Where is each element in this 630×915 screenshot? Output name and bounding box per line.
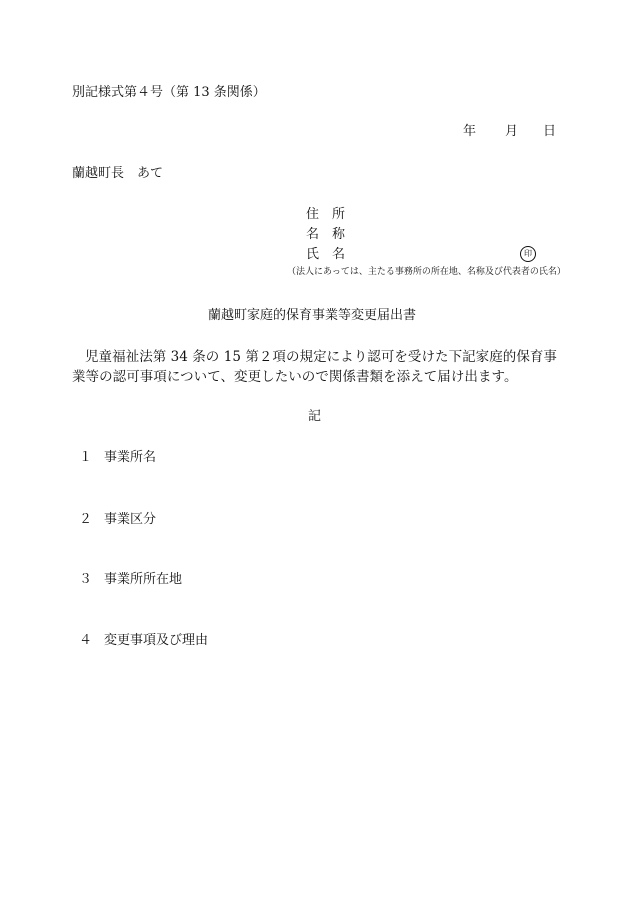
item-number: ３	[79, 572, 93, 587]
body-paragraph: 児童福祉法第 34 条の 15 第２項の規定により認可を受けた下記家庭的保育事業等の認可事項について、変更したいので関係書類を添えて届け出ます。	[72, 349, 557, 385]
item-label-location: 事業所所在地	[104, 572, 183, 587]
item-number: ４	[79, 633, 93, 648]
item-label-business-type: 事業区分	[104, 512, 157, 527]
item-label-business-name: 事業所名	[104, 450, 157, 465]
date-year: 年	[463, 124, 477, 139]
person-label: 氏 名	[306, 247, 346, 262]
date-day: 日	[543, 124, 557, 139]
address-label: 住 所	[306, 207, 346, 222]
document-title: 蘭越町家庭的保育事業等変更届出書	[208, 308, 417, 323]
applicant-note: （法人にあっては、主たる事務所の所在地、名称及び代表者の氏名）	[287, 267, 566, 277]
item-number: ２	[79, 512, 93, 527]
item-label-change-reason: 変更事項及び理由	[104, 633, 209, 648]
seal-mark: 印	[520, 246, 536, 262]
addressee: 蘭越町長 あて	[72, 166, 164, 181]
name-label: 名 称	[306, 227, 346, 242]
date-month: 月	[505, 124, 519, 139]
form-number: 別記様式第４号（第 13 条関係）	[72, 85, 266, 100]
ki-heading: 記	[308, 409, 322, 424]
item-number: １	[79, 450, 93, 465]
